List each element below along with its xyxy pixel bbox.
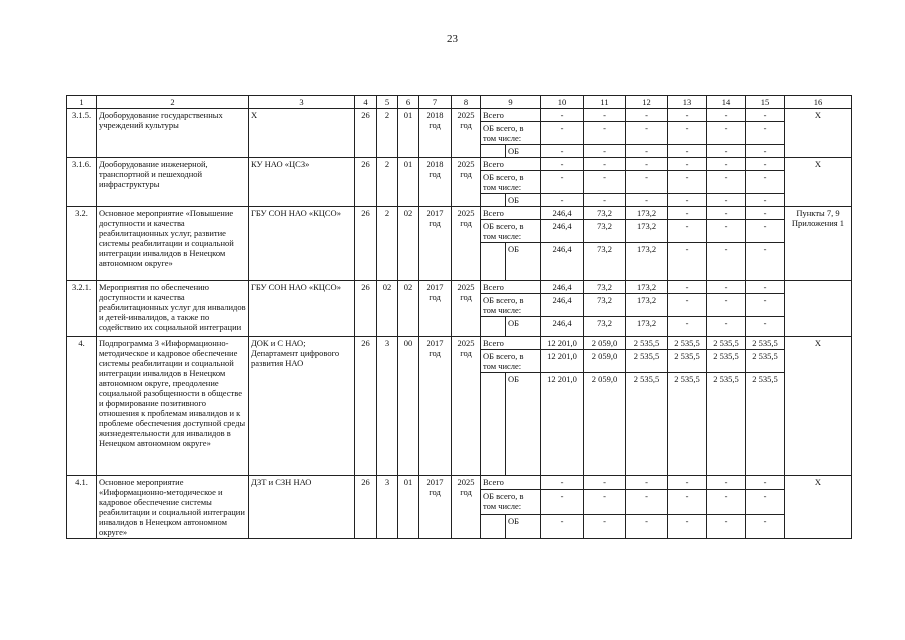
code-cell: 02 <box>398 281 419 337</box>
item-note: Х <box>785 109 852 158</box>
start-year: 2017 год <box>419 281 452 337</box>
code-cell: 26 <box>355 207 377 281</box>
amount-cell: - <box>707 294 746 317</box>
amount-cell: - <box>746 490 785 515</box>
amount-cell: - <box>707 122 746 145</box>
amount-cell: 73,2 <box>584 317 626 337</box>
code-cell: 26 <box>355 337 377 476</box>
code-cell: 01 <box>398 476 419 539</box>
amount-cell: 246,4 <box>541 207 584 220</box>
code-cell: 01 <box>398 109 419 158</box>
funding-label: ОБ <box>506 515 541 539</box>
amount-cell: 173,2 <box>626 220 668 243</box>
funding-label: ОБ всего, в том числе: <box>481 122 541 145</box>
amount-cell: - <box>584 122 626 145</box>
program-table <box>66 95 852 539</box>
amount-cell: 246,4 <box>541 317 584 337</box>
amount-cell: - <box>668 109 707 122</box>
item-name: Основное мероприятие «Повышение доступности и качества реабилитационных услуг, развитие системы реабилитации и социальной интеграции инвалидов в Ненецком автономном округе» <box>97 207 249 281</box>
amount-cell: - <box>668 243 707 281</box>
amount-cell: 73,2 <box>584 207 626 220</box>
item-name: Основное мероприятие «Информационно-методическое и кадровое обеспечение системы реабилитации и социальной интеграции инвалидов в Ненецком автономном округе» <box>97 476 249 539</box>
amount-cell: - <box>707 243 746 281</box>
column-header: 4 <box>355 96 377 109</box>
end-year: 2025 год <box>452 337 481 476</box>
amount-cell: 2 535,5 <box>668 337 707 350</box>
column-header: 12 <box>626 96 668 109</box>
code-cell: 02 <box>398 207 419 281</box>
amount-cell: - <box>746 281 785 294</box>
amount-cell: 246,4 <box>541 281 584 294</box>
code-cell: 01 <box>398 158 419 207</box>
amount-cell: - <box>707 171 746 194</box>
amount-cell: 2 535,5 <box>707 350 746 373</box>
funding-label: ОБ всего, в том числе: <box>481 490 541 515</box>
column-header: 5 <box>377 96 398 109</box>
amount-cell: 173,2 <box>626 317 668 337</box>
funding-indent <box>481 243 506 281</box>
amount-cell: - <box>584 194 626 207</box>
item-executor: Х <box>249 109 355 158</box>
amount-cell: - <box>746 476 785 490</box>
amount-cell: - <box>746 194 785 207</box>
item-name: Подпрограмма 3 «Информационно-методическое и кадровое обеспечение системы реабилитации и социальной интеграции инвалидов в Ненецком автономном округе, преодоление социальной разобщенности в обществе и формирование позитивного отношения к проблемам инвалидов и к проблеме обеспечения доступной среды жизнедеятельности для инвалидов в Ненецком автономном округе» <box>97 337 249 476</box>
amount-cell: - <box>746 122 785 145</box>
funding-label: Всего <box>481 281 541 294</box>
amount-cell: 2 535,5 <box>746 373 785 476</box>
code-cell: 2 <box>377 158 398 207</box>
item-executor: ГБУ СОН НАО «КЦСО» <box>249 207 355 281</box>
table-row <box>67 281 852 294</box>
start-year: 2017 год <box>419 476 452 539</box>
amount-cell: - <box>541 109 584 122</box>
amount-cell: - <box>746 109 785 122</box>
amount-cell: 246,4 <box>541 294 584 317</box>
funding-indent <box>481 317 506 337</box>
code-cell: 00 <box>398 337 419 476</box>
amount-cell: - <box>626 476 668 490</box>
code-cell: 3 <box>377 337 398 476</box>
item-number: 3.1.6. <box>67 158 97 207</box>
amount-cell: - <box>626 145 668 158</box>
column-header: 1 <box>67 96 97 109</box>
header-row <box>67 96 852 109</box>
amount-cell: - <box>668 158 707 171</box>
amount-cell: - <box>668 194 707 207</box>
start-year: 2018 год <box>419 158 452 207</box>
amount-cell: 2 059,0 <box>584 373 626 476</box>
code-cell: 2 <box>377 207 398 281</box>
table-row <box>67 158 852 171</box>
amount-cell: - <box>746 158 785 171</box>
code-cell: 26 <box>355 109 377 158</box>
amount-cell: - <box>584 476 626 490</box>
start-year: 2018 год <box>419 109 452 158</box>
amount-cell: - <box>584 171 626 194</box>
amount-cell: 2 059,0 <box>584 350 626 373</box>
funding-label: ОБ всего, в том числе: <box>481 220 541 243</box>
amount-cell: - <box>707 158 746 171</box>
end-year: 2025 год <box>452 476 481 539</box>
amount-cell: 2 535,5 <box>668 373 707 476</box>
amount-cell: - <box>626 122 668 145</box>
amount-cell: 2 535,5 <box>626 350 668 373</box>
amount-cell: 73,2 <box>584 220 626 243</box>
amount-cell: - <box>626 515 668 539</box>
item-note <box>785 281 852 337</box>
item-note: Пункты 7, 9 Приложения 1 <box>785 207 852 281</box>
amount-cell: - <box>541 158 584 171</box>
amount-cell: 73,2 <box>584 281 626 294</box>
column-header: 2 <box>97 96 249 109</box>
code-cell: 26 <box>355 476 377 539</box>
amount-cell: - <box>746 220 785 243</box>
end-year: 2025 год <box>452 281 481 337</box>
column-header: 11 <box>584 96 626 109</box>
amount-cell: - <box>668 515 707 539</box>
amount-cell: - <box>541 515 584 539</box>
column-header: 3 <box>249 96 355 109</box>
amount-cell: 2 535,5 <box>626 373 668 476</box>
table-row <box>67 109 852 122</box>
funding-indent <box>481 373 506 476</box>
funding-label: Всего <box>481 476 541 490</box>
amount-cell: - <box>707 281 746 294</box>
code-cell: 26 <box>355 158 377 207</box>
item-name: Дооборудование инженерной, транспортной и пешеходной инфраструктуры <box>97 158 249 207</box>
amount-cell: 73,2 <box>584 243 626 281</box>
amount-cell: - <box>668 207 707 220</box>
amount-cell: - <box>707 145 746 158</box>
item-executor: КУ НАО «ЦСЗ» <box>249 158 355 207</box>
table-row <box>67 337 852 350</box>
amount-cell: - <box>626 490 668 515</box>
funding-label: ОБ <box>506 317 541 337</box>
item-executor: ДОК и С НАО; Департамент цифрового развития НАО <box>249 337 355 476</box>
item-name: Мероприятия по обеспечению доступности и качества реабилитационных услуг для инвалидов и детей-инвалидов, а также по содействию их социальной интеграции <box>97 281 249 337</box>
item-number: 3.2. <box>67 207 97 281</box>
amount-cell: - <box>707 490 746 515</box>
amount-cell: - <box>626 194 668 207</box>
amount-cell: - <box>668 145 707 158</box>
item-number: 3.2.1. <box>67 281 97 337</box>
amount-cell: 173,2 <box>626 294 668 317</box>
amount-cell: - <box>541 171 584 194</box>
item-number: 3.1.5. <box>67 109 97 158</box>
page-number: 23 <box>447 33 458 45</box>
column-header: 15 <box>746 96 785 109</box>
item-note: Х <box>785 476 852 539</box>
amount-cell: 2 535,5 <box>746 350 785 373</box>
amount-cell: - <box>746 207 785 220</box>
item-note: Х <box>785 158 852 207</box>
amount-cell: - <box>668 122 707 145</box>
amount-cell: - <box>626 109 668 122</box>
amount-cell: - <box>707 109 746 122</box>
amount-cell: - <box>626 171 668 194</box>
item-number: 4.1. <box>67 476 97 539</box>
amount-cell: - <box>746 171 785 194</box>
funding-label: ОБ <box>506 243 541 281</box>
amount-cell: 173,2 <box>626 281 668 294</box>
column-header: 13 <box>668 96 707 109</box>
amount-cell: - <box>707 515 746 539</box>
amount-cell: 2 059,0 <box>584 337 626 350</box>
amount-cell: - <box>668 220 707 243</box>
amount-cell: - <box>707 476 746 490</box>
item-executor: ГБУ СОН НАО «КЦСО» <box>249 281 355 337</box>
amount-cell: 12 201,0 <box>541 373 584 476</box>
funding-label: ОБ <box>506 373 541 476</box>
amount-cell: 2 535,5 <box>707 337 746 350</box>
start-year: 2017 год <box>419 337 452 476</box>
amount-cell: - <box>746 145 785 158</box>
amount-cell: 73,2 <box>584 294 626 317</box>
amount-cell: - <box>707 317 746 337</box>
funding-label: Всего <box>481 337 541 350</box>
amount-cell: - <box>707 194 746 207</box>
column-header: 10 <box>541 96 584 109</box>
column-header: 6 <box>398 96 419 109</box>
amount-cell: - <box>668 476 707 490</box>
funding-label: Всего <box>481 158 541 171</box>
amount-cell: - <box>626 158 668 171</box>
amount-cell: - <box>584 515 626 539</box>
amount-cell: - <box>541 145 584 158</box>
amount-cell: 2 535,5 <box>707 373 746 476</box>
amount-cell: 173,2 <box>626 243 668 281</box>
amount-cell: - <box>584 145 626 158</box>
amount-cell: 246,4 <box>541 243 584 281</box>
amount-cell: - <box>746 294 785 317</box>
amount-cell: - <box>541 194 584 207</box>
amount-cell: 2 535,5 <box>626 337 668 350</box>
end-year: 2025 год <box>452 207 481 281</box>
amount-cell: 246,4 <box>541 220 584 243</box>
column-header: 16 <box>785 96 852 109</box>
end-year: 2025 год <box>452 109 481 158</box>
amount-cell: - <box>668 490 707 515</box>
column-header: 9 <box>481 96 541 109</box>
funding-label: ОБ <box>506 194 541 207</box>
amount-cell: - <box>541 476 584 490</box>
code-cell: 26 <box>355 281 377 337</box>
funding-label: ОБ всего, в том числе: <box>481 171 541 194</box>
amount-cell: - <box>707 220 746 243</box>
funding-label: ОБ <box>506 145 541 158</box>
end-year: 2025 год <box>452 158 481 207</box>
amount-cell: - <box>584 490 626 515</box>
start-year: 2017 год <box>419 207 452 281</box>
amount-cell: - <box>584 158 626 171</box>
table-row <box>67 476 852 490</box>
table-row <box>67 207 852 220</box>
amount-cell: - <box>541 122 584 145</box>
column-header: 7 <box>419 96 452 109</box>
amount-cell: - <box>707 207 746 220</box>
amount-cell: - <box>746 317 785 337</box>
code-cell: 02 <box>377 281 398 337</box>
item-executor: ДЗТ и СЗН НАО <box>249 476 355 539</box>
amount-cell: - <box>746 243 785 281</box>
amount-cell: - <box>668 294 707 317</box>
amount-cell: - <box>541 490 584 515</box>
funding-label: Всего <box>481 207 541 220</box>
code-cell: 3 <box>377 476 398 539</box>
code-cell: 2 <box>377 109 398 158</box>
amount-cell: 12 201,0 <box>541 350 584 373</box>
amount-cell: 2 535,5 <box>668 350 707 373</box>
amount-cell: - <box>668 171 707 194</box>
amount-cell: 173,2 <box>626 207 668 220</box>
amount-cell: - <box>746 515 785 539</box>
amount-cell: - <box>668 281 707 294</box>
item-number: 4. <box>67 337 97 476</box>
funding-label: Всего <box>481 109 541 122</box>
funding-label: ОБ всего, в том числе: <box>481 350 541 373</box>
funding-indent <box>481 194 506 207</box>
column-header: 14 <box>707 96 746 109</box>
amount-cell: 12 201,0 <box>541 337 584 350</box>
funding-indent <box>481 145 506 158</box>
amount-cell: - <box>584 109 626 122</box>
funding-label: ОБ всего, в том числе: <box>481 294 541 317</box>
amount-cell: 2 535,5 <box>746 337 785 350</box>
amount-cell: - <box>668 317 707 337</box>
item-name: Дооборудование государственных учреждений культуры <box>97 109 249 158</box>
item-note: Х <box>785 337 852 476</box>
funding-indent <box>481 515 506 539</box>
column-header: 8 <box>452 96 481 109</box>
